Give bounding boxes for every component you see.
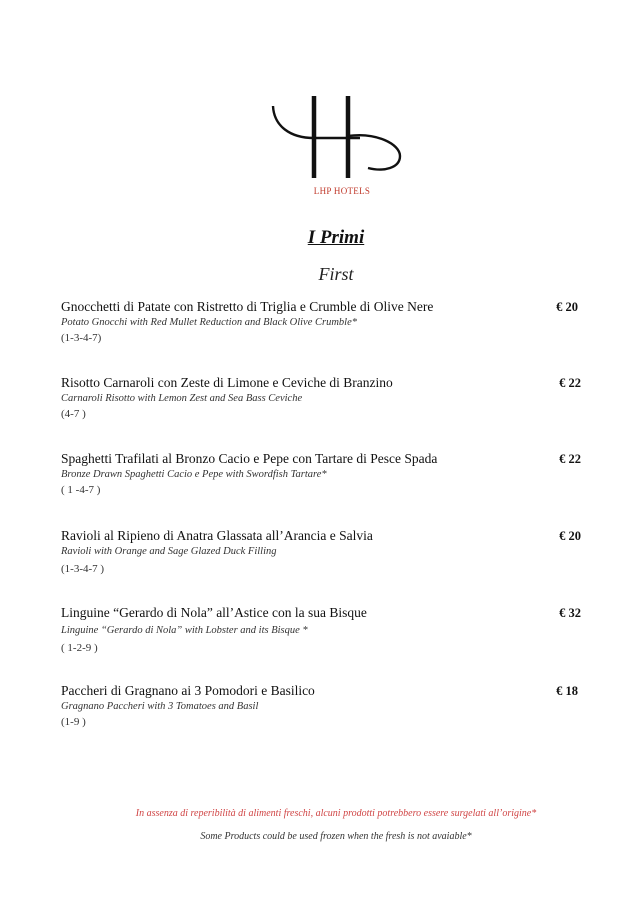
item-price: € 20 — [559, 529, 581, 543]
item-name: Ravioli al Ripieno di Anatra Glassata all’Arancia e Salvia — [61, 528, 373, 543]
menu-item — [61, 299, 581, 345]
item-allergens: (1-9 ) — [61, 716, 86, 728]
item-allergens: (1-3-4-7) — [61, 332, 102, 344]
section-subtitle: First — [318, 264, 354, 284]
item-description: Potato Gnocchi with Red Mullet Reduction and Black Olive Crumble* — [61, 317, 357, 328]
item-price: € 18 — [556, 684, 578, 698]
menu-item — [61, 683, 581, 729]
footer-note-italian: In assenza di reperibilità di alimenti freschi, alcuni prodotti potrebbero essere surgelati all’origine* — [135, 808, 537, 819]
menu-item — [61, 528, 581, 576]
brand-caption: LHP HOTELS — [313, 186, 371, 196]
item-allergens: (1-3-4-7 ) — [61, 563, 105, 575]
item-name: Gnocchetti di Patate con Ristretto di Triglia e Crumble di Olive Nere — [61, 299, 434, 314]
menu-item — [61, 451, 581, 497]
menu-item — [61, 375, 581, 421]
section-title: I Primi — [307, 227, 365, 248]
item-description: Ravioli with Orange and Sage Glazed Duck Filling — [61, 546, 277, 557]
item-description: Linguine “Gerardo di Nola” with Lobster and its Bisque * — [61, 625, 308, 636]
item-price: € 32 — [559, 606, 581, 620]
item-allergens: (4-7 ) — [61, 408, 86, 420]
footer-note-english: Some Products could be used frozen when the fresh is not avaiable* — [200, 831, 472, 842]
item-price: € 22 — [559, 452, 581, 466]
item-allergens: ( 1-2-9 ) — [61, 642, 98, 654]
item-description: Carnaroli Risotto with Lemon Zest and Sea Bass Ceviche — [61, 393, 303, 404]
item-price: € 22 — [559, 376, 581, 390]
item-name: Risotto Carnaroli con Zeste di Limone e Ceviche di Branzino — [61, 375, 393, 390]
item-description: Bronze Drawn Spaghetti Cacio e Pepe with Swordfish Tartare* — [61, 469, 327, 480]
item-description: Gragnano Paccheri with 3 Tomatoes and Basil — [61, 701, 259, 712]
item-name: Spaghetti Trafilati al Bronzo Cacio e Pepe con Tartare di Pesce Spada — [61, 451, 438, 466]
menu-item — [61, 605, 581, 655]
item-allergens: ( 1 -4-7 ) — [61, 484, 101, 496]
item-price: € 20 — [556, 300, 578, 314]
item-name: Paccheri di Gragnano ai 3 Pomodori e Basilico — [61, 683, 315, 698]
item-name: Linguine “Gerardo di Nola” all’Astice con la sua Bisque — [61, 605, 367, 620]
